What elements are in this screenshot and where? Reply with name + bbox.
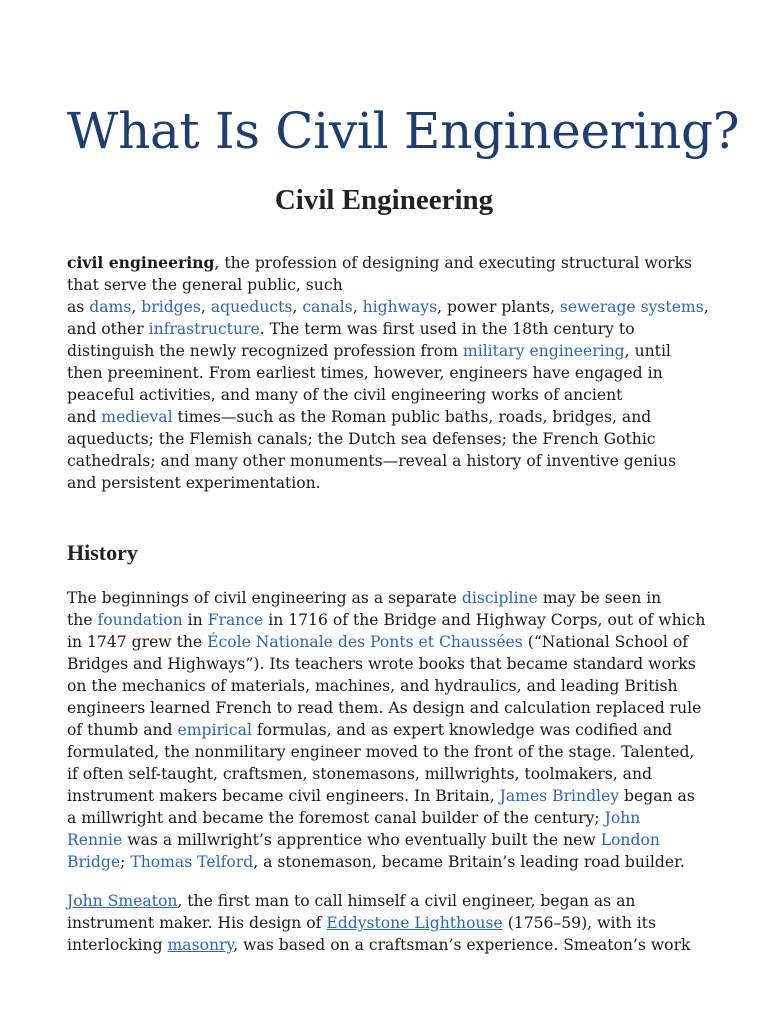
text-run: . The term was first used in the 18th century to	[259, 320, 635, 338]
inline-link-john-smeaton[interactable]: John Smeaton	[67, 892, 178, 910]
text-run: then preeminent. From earliest times, however, engineers have engaged in	[67, 364, 663, 382]
bold-term: civil engineering	[67, 253, 215, 272]
text-line	[67, 252, 737, 274]
inline-link-highways[interactable]: highways	[362, 298, 438, 316]
text-run: , was based on a craftsman’s experience. Smeaton’s work	[233, 936, 691, 954]
inline-link-rennie[interactable]: Rennie	[67, 831, 123, 849]
text-line	[67, 631, 737, 653]
inline-link-london[interactable]: London	[600, 831, 660, 849]
text-line	[67, 609, 737, 631]
text-run: and persistent experimentation.	[67, 474, 321, 492]
text-run: as	[67, 298, 90, 316]
text-run: ,	[200, 298, 211, 316]
text-line	[67, 741, 737, 763]
text-run: (1756–59), with its	[502, 914, 656, 932]
text-run: Bridges and Highways”). Its teachers wrote books that became standard works	[67, 655, 696, 673]
inline-link-infrastructure[interactable]: infrastructure	[148, 320, 260, 338]
text-run: , power plants,	[437, 298, 560, 316]
text-line	[67, 653, 737, 675]
inline-link-masonry[interactable]: masonry	[167, 936, 234, 954]
text-line	[67, 697, 737, 719]
text-line	[67, 719, 737, 741]
text-run: was a millwright’s apprentice who eventually built the new	[122, 831, 601, 849]
text-run: and	[67, 408, 102, 426]
text-line	[67, 296, 737, 318]
text-run: , the first man to call himself a civil engineer, began as an	[177, 892, 636, 910]
inline-link-canals[interactable]: canals	[302, 298, 353, 316]
text-run: cathedrals; and many other monuments—reveal a history of inventive genius	[67, 452, 677, 470]
paragraph-intro	[67, 252, 737, 494]
page-title: What Is Civil Engineering?	[67, 102, 740, 160]
text-run: in 1747 grew the	[67, 633, 208, 651]
text-line	[67, 428, 737, 450]
paragraph-smeaton	[67, 890, 737, 956]
text-run: may be seen in	[537, 589, 662, 607]
text-run: ,	[703, 298, 709, 316]
text-run: of thumb and	[67, 721, 178, 739]
inline-link-james-brindley[interactable]: James Brindley	[499, 787, 620, 805]
text-run: in	[182, 611, 208, 629]
text-run: formulated, the nonmilitary engineer moved to the front of the stage. Talented,	[67, 743, 695, 761]
text-run: ,	[292, 298, 303, 316]
inline-link-france[interactable]: France	[207, 611, 264, 629]
text-run: a millwright and became the foremost canal builder of the century;	[67, 809, 605, 827]
inline-link-medieval[interactable]: medieval	[101, 408, 173, 426]
text-run: distinguish the newly recognized profession from	[67, 342, 463, 360]
text-run: (“National School of	[522, 633, 689, 651]
text-line	[67, 340, 737, 362]
text-run: , until	[624, 342, 671, 360]
inline-link-dams[interactable]: dams	[89, 298, 132, 316]
text-line	[67, 785, 737, 807]
text-line	[67, 362, 737, 384]
text-run: times—such as the Roman public baths, roads, bridges, and	[172, 408, 652, 426]
paragraph-history	[67, 587, 737, 873]
inline-link-discipline[interactable]: discipline	[461, 589, 538, 607]
inline-link-aqueducts[interactable]: aqueducts	[210, 298, 293, 316]
inline-link-sewerage-systems[interactable]: sewerage systems	[559, 298, 704, 316]
inline-link-bridges[interactable]: bridges	[141, 298, 201, 316]
text-run: aqueducts; the Flemish canals; the Dutch sea defenses; the French Gothic	[67, 430, 656, 448]
text-line	[67, 807, 737, 829]
text-run: engineers learned French to read them. As design and calculation replaced rule	[67, 699, 702, 717]
text-line	[67, 472, 737, 494]
text-run: instrument maker. His design of	[67, 914, 327, 932]
article-subtitle: Civil Engineering	[274, 184, 494, 216]
text-line	[67, 851, 737, 873]
text-line	[67, 763, 737, 785]
inline-link-cole-nationale-des-ponts-et-chauss-es[interactable]: École Nationale des Ponts et Chaussées	[207, 633, 523, 651]
text-run: formulas, and as expert knowledge was codified and	[251, 721, 673, 739]
inline-link-john[interactable]: John	[604, 809, 641, 827]
inline-link-foundation[interactable]: foundation	[97, 611, 183, 629]
text-line	[67, 450, 737, 472]
text-line	[67, 384, 737, 406]
text-line	[67, 274, 737, 296]
text-run: ,	[352, 298, 363, 316]
inline-link-thomas-telford[interactable]: Thomas Telford	[130, 853, 254, 871]
inline-link-empirical[interactable]: empirical	[177, 721, 252, 739]
text-run: instrument makers became civil engineers. In Britain,	[67, 787, 500, 805]
text-run: ;	[120, 853, 131, 871]
text-run: in 1716 of the Bridge and Highway Corps, out of which	[263, 611, 706, 629]
text-run: on the mechanics of materials, machines, and hydraulics, and leading British	[67, 677, 678, 695]
inline-link-bridge[interactable]: Bridge	[67, 853, 121, 871]
text-line	[67, 934, 737, 956]
text-line	[67, 587, 737, 609]
text-run: ,	[131, 298, 142, 316]
text-run: if often self-taught, craftsmen, stonemasons, millwrights, toolmakers, and	[67, 765, 652, 783]
text-line	[67, 318, 737, 340]
text-run: that serve the general public, such	[67, 276, 343, 294]
text-run: , the profession of designing and executing structural works	[214, 254, 693, 272]
text-run: and other	[67, 320, 149, 338]
text-run: began as	[619, 787, 695, 805]
text-line	[67, 406, 737, 428]
inline-link-military-engineering[interactable]: military engineering	[462, 342, 625, 360]
text-line	[67, 829, 737, 851]
text-run: , a stonemason, became Britain’s leading road builder.	[253, 853, 685, 871]
text-line	[67, 912, 737, 934]
inline-link-eddystone-lighthouse[interactable]: Eddystone Lighthouse	[326, 914, 503, 932]
text-run: interlocking	[67, 936, 168, 954]
text-run: peaceful activities, and many of the civil engineering works of ancient	[67, 386, 623, 404]
text-run: the	[67, 611, 98, 629]
text-line	[67, 675, 737, 697]
section-heading-history: History	[67, 540, 138, 565]
text-line	[67, 890, 737, 912]
text-run: The beginnings of civil engineering as a separate	[67, 589, 462, 607]
